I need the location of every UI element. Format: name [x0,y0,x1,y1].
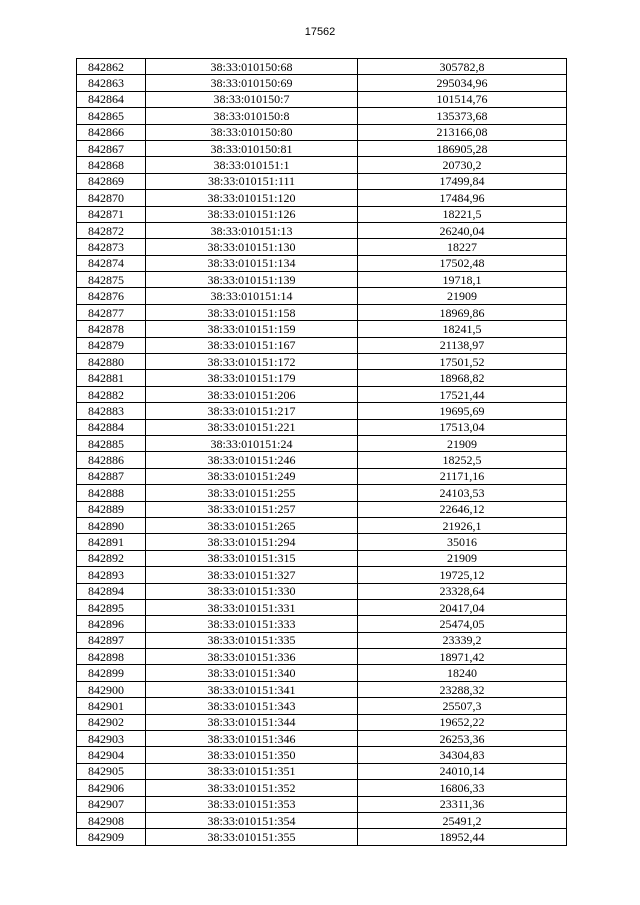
cadastral-value-cell: 21909 [358,550,567,566]
cadastral-number-cell: 38:33:010151:1 [146,157,358,173]
row-number-cell: 842887 [77,468,146,484]
row-number-cell: 842886 [77,452,146,468]
cadastral-number-cell: 38:33:010150:69 [146,75,358,91]
cadastral-number-cell: 38:33:010151:350 [146,747,358,763]
cadastral-value-cell: 18952,44 [358,829,567,845]
cadastral-number-cell: 38:33:010151:352 [146,780,358,796]
row-number-cell: 842898 [77,649,146,665]
cadastral-value-cell: 101514,76 [358,91,567,107]
row-number-cell: 842903 [77,731,146,747]
cadastral-value-cell: 24103,53 [358,485,567,501]
row-number-cell: 842875 [77,272,146,288]
cadastral-number-cell: 38:33:010150:8 [146,108,358,124]
cadastral-number-cell: 38:33:010151:167 [146,337,358,353]
row-number-cell: 842896 [77,616,146,632]
row-number-cell: 842889 [77,501,146,517]
row-number-cell: 842868 [77,157,146,173]
cadastral-value-cell: 26253,36 [358,731,567,747]
table-row [77,386,567,402]
cadastral-number-cell: 38:33:010151:336 [146,649,358,665]
cadastral-number-cell: 38:33:010151:265 [146,517,358,533]
table-row [77,222,567,238]
cadastral-value-cell: 18241,5 [358,321,567,337]
cadastral-number-cell: 38:33:010151:158 [146,304,358,320]
cadastral-value-cell: 22646,12 [358,501,567,517]
table-row [77,370,567,386]
cadastral-number-cell: 38:33:010151:335 [146,632,358,648]
cadastral-value-table [76,58,567,846]
row-number-cell: 842880 [77,354,146,370]
table-row [77,632,567,648]
table-row [77,124,567,140]
cadastral-value-cell: 25491,2 [358,812,567,828]
row-number-cell: 842867 [77,140,146,156]
cadastral-value-cell: 34304,83 [358,747,567,763]
cadastral-value-cell: 21909 [358,288,567,304]
cadastral-value-cell: 186905,28 [358,140,567,156]
cadastral-number-cell: 38:33:010151:120 [146,190,358,206]
cadastral-number-cell: 38:33:010151:355 [146,829,358,845]
row-number-cell: 842890 [77,517,146,533]
cadastral-value-cell: 21171,16 [358,468,567,484]
cadastral-value-cell: 23288,32 [358,681,567,697]
cadastral-value-cell: 20417,04 [358,599,567,615]
cadastral-value-cell: 24010,14 [358,763,567,779]
cadastral-number-cell: 38:33:010151:346 [146,731,358,747]
cadastral-value-cell: 295034,96 [358,75,567,91]
cadastral-number-cell: 38:33:010151:139 [146,272,358,288]
row-number-cell: 842905 [77,763,146,779]
cadastral-number-cell: 38:33:010151:344 [146,714,358,730]
table-row [77,419,567,435]
row-number-cell: 842891 [77,534,146,550]
table-row [77,337,567,353]
cadastral-value-cell: 17501,52 [358,354,567,370]
row-number-cell: 842904 [77,747,146,763]
cadastral-value-cell: 17521,44 [358,386,567,402]
row-number-cell: 842877 [77,304,146,320]
cadastral-number-cell: 38:33:010151:206 [146,386,358,402]
row-number-cell: 842902 [77,714,146,730]
cadastral-number-cell: 38:33:010150:80 [146,124,358,140]
cadastral-number-cell: 38:33:010151:255 [146,485,358,501]
cadastral-value-cell: 17513,04 [358,419,567,435]
cadastral-number-cell: 38:33:010151:340 [146,665,358,681]
cadastral-value-cell: 18240 [358,665,567,681]
cadastral-number-cell: 38:33:010151:246 [146,452,358,468]
row-number-cell: 842907 [77,796,146,812]
table-row [77,157,567,173]
cadastral-value-cell: 17484,96 [358,190,567,206]
page-number: 17562 [304,26,336,38]
cadastral-number-cell: 38:33:010151:14 [146,288,358,304]
table-row [77,829,567,845]
cadastral-number-cell: 38:33:010150:81 [146,140,358,156]
row-number-cell: 842881 [77,370,146,386]
table-row [77,173,567,189]
row-number-cell: 842885 [77,435,146,451]
cadastral-value-cell: 305782,8 [358,59,567,75]
row-number-cell: 842901 [77,698,146,714]
cadastral-value-cell: 20730,2 [358,157,567,173]
cadastral-number-cell: 38:33:010151:111 [146,173,358,189]
row-number-cell: 842906 [77,780,146,796]
cadastral-value-cell: 25474,05 [358,616,567,632]
row-number-cell: 842869 [77,173,146,189]
table-row [77,780,567,796]
table-row [77,190,567,206]
row-number-cell: 842899 [77,665,146,681]
cadastral-number-cell: 38:33:010151:24 [146,435,358,451]
cadastral-number-cell: 38:33:010151:13 [146,222,358,238]
table-row [77,108,567,124]
table-row [77,304,567,320]
row-number-cell: 842870 [77,190,146,206]
cadastral-number-cell: 38:33:010151:172 [146,354,358,370]
row-number-cell: 842864 [77,91,146,107]
row-number-cell: 842894 [77,583,146,599]
row-number-cell: 842878 [77,321,146,337]
cadastral-number-cell: 38:33:010150:7 [146,91,358,107]
row-number-cell: 842866 [77,124,146,140]
row-number-cell: 842874 [77,255,146,271]
cadastral-value-cell: 18968,82 [358,370,567,386]
cadastral-number-cell: 38:33:010151:221 [146,419,358,435]
cadastral-number-cell: 38:33:010151:354 [146,812,358,828]
table-row [77,91,567,107]
cadastral-number-cell: 38:33:010151:343 [146,698,358,714]
cadastral-value-cell: 18969,86 [358,304,567,320]
cadastral-number-cell: 38:33:010151:333 [146,616,358,632]
table-row [77,206,567,222]
cadastral-value-cell: 25507,3 [358,698,567,714]
cadastral-number-cell: 38:33:010151:330 [146,583,358,599]
cadastral-number-cell: 38:33:010151:327 [146,567,358,583]
cadastral-value-cell: 26240,04 [358,222,567,238]
row-number-cell: 842862 [77,59,146,75]
table-row [77,714,567,730]
table-row [77,452,567,468]
cadastral-value-cell: 213166,08 [358,124,567,140]
row-number-cell: 842909 [77,829,146,845]
table-row [77,485,567,501]
cadastral-number-cell: 38:33:010151:179 [146,370,358,386]
row-number-cell: 842883 [77,403,146,419]
cadastral-value-cell: 23311,36 [358,796,567,812]
table-row [77,665,567,681]
cadastral-value-cell: 18971,42 [358,649,567,665]
row-number-cell: 842900 [77,681,146,697]
row-number-cell: 842893 [77,567,146,583]
cadastral-value-cell: 18252,5 [358,452,567,468]
table-row [77,468,567,484]
cadastral-number-cell: 38:33:010151:294 [146,534,358,550]
row-number-cell: 842882 [77,386,146,402]
table-row [77,501,567,517]
cadastral-number-cell: 38:33:010151:257 [146,501,358,517]
cadastral-number-cell: 38:33:010151:341 [146,681,358,697]
cadastral-value-cell: 21138,97 [358,337,567,353]
cadastral-number-cell: 38:33:010150:68 [146,59,358,75]
table-row [77,616,567,632]
cadastral-value-cell: 19718,1 [358,272,567,288]
cadastral-number-cell: 38:33:010151:315 [146,550,358,566]
cadastral-value-cell: 19652,22 [358,714,567,730]
table-row [77,550,567,566]
cadastral-value-cell: 21926,1 [358,517,567,533]
cadastral-number-cell: 38:33:010151:351 [146,763,358,779]
table-row [77,763,567,779]
table-row [77,567,567,583]
row-number-cell: 842863 [77,75,146,91]
row-number-cell: 842908 [77,812,146,828]
cadastral-value-cell: 19695,69 [358,403,567,419]
row-number-cell: 842873 [77,239,146,255]
cadastral-value-cell: 16806,33 [358,780,567,796]
row-number-cell: 842884 [77,419,146,435]
cadastral-number-cell: 38:33:010151:353 [146,796,358,812]
table-row [77,239,567,255]
row-number-cell: 842888 [77,485,146,501]
table-row [77,255,567,271]
row-number-cell: 842872 [77,222,146,238]
cadastral-value-cell: 21909 [358,435,567,451]
table-row [77,59,567,75]
table-row [77,140,567,156]
cadastral-value-cell: 19725,12 [358,567,567,583]
cadastral-value-cell: 17502,48 [358,255,567,271]
table-row [77,698,567,714]
cadastral-number-cell: 38:33:010151:217 [146,403,358,419]
cadastral-value-cell: 23339,2 [358,632,567,648]
cadastral-value-cell: 17499,84 [358,173,567,189]
table-row [77,403,567,419]
table-row [77,599,567,615]
table-row [77,534,567,550]
row-number-cell: 842879 [77,337,146,353]
table-row [77,649,567,665]
table-row [77,354,567,370]
cadastral-value-cell: 35016 [358,534,567,550]
table-row [77,321,567,337]
table-row [77,517,567,533]
cadastral-value-cell: 23328,64 [358,583,567,599]
row-number-cell: 842865 [77,108,146,124]
cadastral-number-cell: 38:33:010151:134 [146,255,358,271]
cadastral-value-cell: 18221,5 [358,206,567,222]
table-row [77,583,567,599]
table-row [77,796,567,812]
table-row [77,272,567,288]
row-number-cell: 842895 [77,599,146,615]
table-row [77,731,567,747]
row-number-cell: 842897 [77,632,146,648]
cadastral-number-cell: 38:33:010151:159 [146,321,358,337]
table-row [77,812,567,828]
row-number-cell: 842892 [77,550,146,566]
table-row [77,435,567,451]
cadastral-value-cell: 18227 [358,239,567,255]
cadastral-number-cell: 38:33:010151:331 [146,599,358,615]
table-row [77,288,567,304]
table-body [77,59,567,846]
table-row [77,681,567,697]
cadastral-number-cell: 38:33:010151:126 [146,206,358,222]
table-row [77,75,567,91]
row-number-cell: 842876 [77,288,146,304]
table-row [77,747,567,763]
row-number-cell: 842871 [77,206,146,222]
cadastral-number-cell: 38:33:010151:249 [146,468,358,484]
cadastral-number-cell: 38:33:010151:130 [146,239,358,255]
cadastral-value-cell: 135373,68 [358,108,567,124]
